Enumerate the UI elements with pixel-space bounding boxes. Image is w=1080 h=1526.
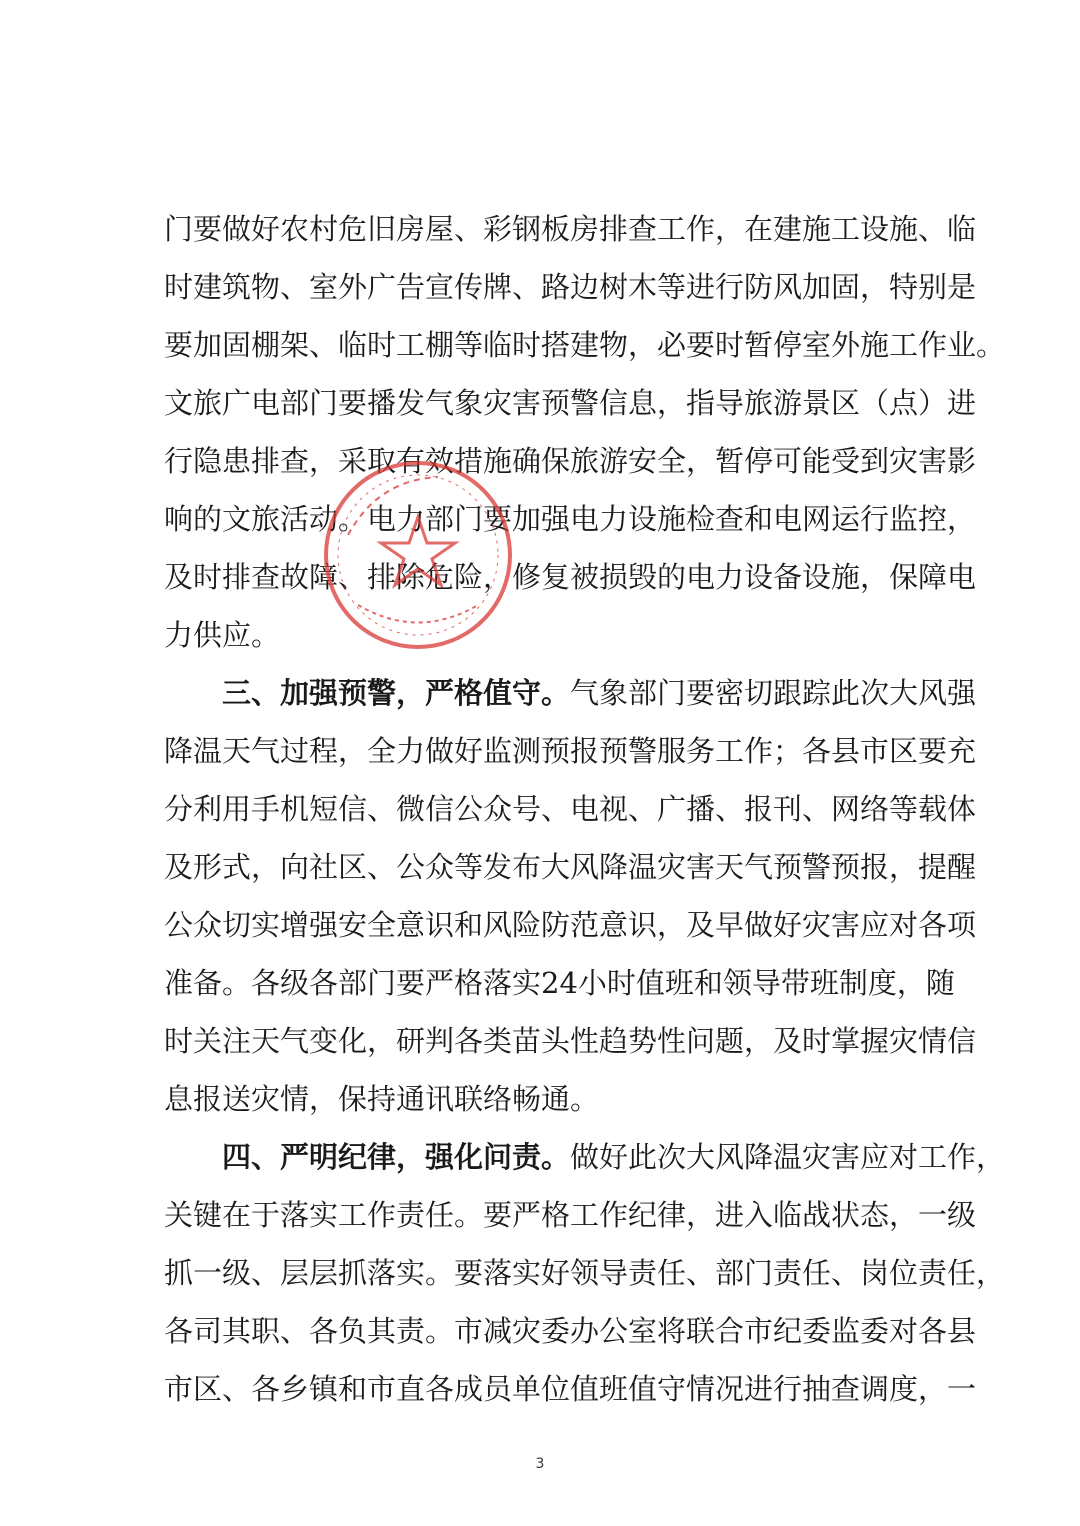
text-line: 时关注天气变化，研判各类苗头性趋势性问题，及时掌握灾情信: [164, 1024, 977, 1058]
text-line: 关键在于落实工作责任。要严格工作纪律，进入临战状态，一级: [164, 1198, 977, 1232]
document-body: [164, 200, 1006, 1418]
text-line: 分利用手机短信、微信公众号、电视、广播、报刊、网络等载体: [164, 792, 977, 826]
section-four-heading: 四、严明纪律，强化问责。: [222, 1140, 571, 1174]
text-line: 息报送灾情，保持通讯联络畅通。: [164, 1082, 600, 1116]
section-three-lead: 气象部门要密切跟踪此次大风强: [570, 676, 977, 710]
text-line: 各司其职、各负其责。市减灾委办公室将联合市纪委监委对各县: [164, 1314, 977, 1348]
text-line: 响的文旅活动。电力部门要加强电力设施检查和电网运行监控，: [164, 502, 977, 536]
text-line: 抓一级、层层抓落实。要落实好领导责任、部门责任、岗位责任，: [164, 1256, 1006, 1290]
text-line: 行隐患排查，采取有效措施确保旅游安全，暂停可能受到灾害影: [164, 444, 977, 478]
text-line: 市区、各乡镇和市直各成员单位值班值守情况进行抽查调度，一: [164, 1372, 977, 1406]
section-four-lead: 做好此次大风降温灾害应对工作，: [570, 1140, 1006, 1174]
text-line: 降温天气过程，全力做好监测预报预警服务工作；各县市区要充: [164, 734, 977, 768]
text-line: 力供应。: [164, 618, 281, 652]
text-line: 及形式，向社区、公众等发布大风降温灾害天气预警预报，提醒: [164, 850, 977, 884]
text-line: 公众切实增强安全意识和风险防范意识，及早做好灾害应对各项: [164, 908, 977, 942]
section-four-first-line: [164, 1128, 1006, 1186]
text-line: 门要做好农村危旧房屋、彩钢板房排查工作，在建施工设施、临: [164, 212, 977, 246]
text-line: 文旅广电部门要播发气象灾害预警信息，指导旅游景区（点）进: [164, 386, 977, 420]
text-line: 及时排查故障、排除危险，修复被损毁的电力设备设施，保障电: [164, 560, 977, 594]
text-line: 要加固棚架、临时工棚等临时搭建物，必要时暂停室外施工作业。: [164, 328, 1006, 362]
text-line: 准备。各级各部门要严格落实24小时值班和领导带班制度，随: [164, 966, 955, 1000]
page-number: 3: [535, 1456, 545, 1472]
section-three-first-line: [164, 664, 977, 722]
text-line: 时建筑物、室外广告宣传牌、路边树木等进行防风加固，特别是: [164, 270, 977, 304]
section-three-heading: 三、加强预警，严格值守。: [222, 676, 571, 710]
